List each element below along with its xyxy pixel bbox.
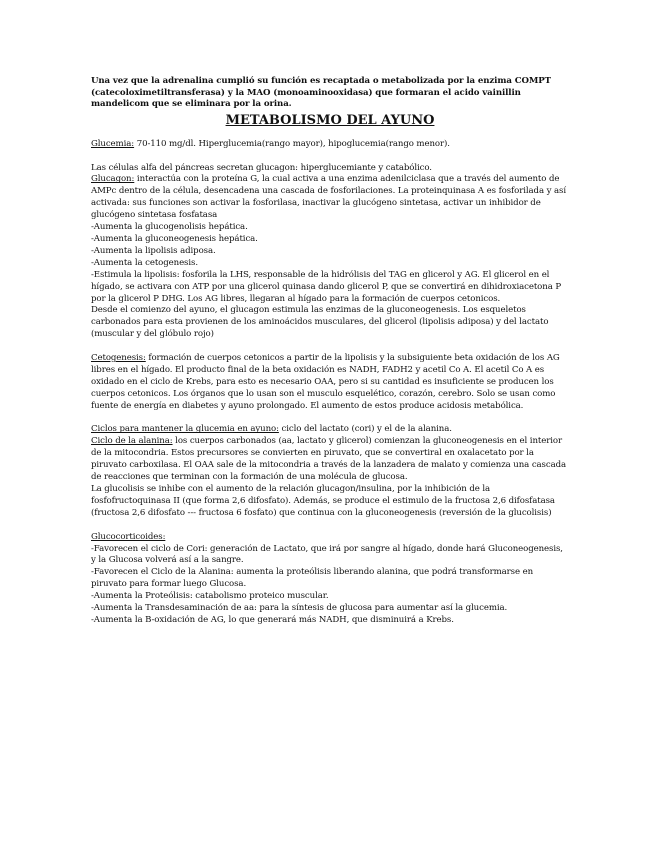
glucagon-effect-item: -Estimula la lipolisis: fosforila la LHS, responsable de la hidrólisis del TAG en glicerol y AG. El glicerol en el hígado, se activara con ATP por una glicerol quinasa dando glicerol P, que se convertirá en dihidroxiacetona P por la glicerol P DHG. Los AG libres, llegaran al hígado para la formación de cuerpos cetonicos. — [91, 269, 562, 304]
glucocorticoides-item: -Favorecen el Ciclo de la Alanina: aumenta la proteólisis liberando alanina, que podrá transformarse en piruvato para formar luego Glucosa. — [91, 567, 534, 590]
glucagon-effect-item: -Aumenta la glucogenolisis hepática. — [91, 222, 248, 233]
glucemia-text: 70-110 mg/dl. Hiperglucemia(rango mayor), hipoglucemia(rango menor). — [134, 138, 450, 149]
cetogenesis-text: formación de cuerpos cetonicos a partir de la lipolisis y la subsiguiente beta oxidación de los AG libres en el hígado. El producto final de la beta oxidación es NADH, FADH2 y acetil Co A. El acetil Co A es oxidado en el ciclo de Krebs, para esto es necesario OAA, pero si su cantidad es insuficiente se producen los cuerpos cetonicos. Los órganos que lo usan son el musculo esquelético, corazón, cerebro. Solo se usan como fuente de energía en diabetes y ayuno prolongado. El aumento de estos produce acidosis metabólica. — [91, 353, 560, 411]
glucagon-label: Glucagon: — [91, 174, 135, 185]
cetogenesis-label: Cetogenesis: — [91, 353, 146, 364]
glucolisis-paragraph: La glucolisis se inhibe con el aumento de la relación glucagon/insulina, por la inhibición de la fosfofructoquinasa II (que forma 2,6 difosfato). Además, se produce el estimulo de la fructosa 2,6 difosfatasa (fructosa 2,6 difosfato --- fructosa 6 fosfato) que continua con la gluconeogenesis (reversión de la glucolisis) — [91, 484, 555, 518]
ciclos-label: Ciclos para mantener la glucemia en ayuno: — [91, 424, 279, 435]
comienzo-ayuno-paragraph: Desde el comienzo del ayuno, el glucagon estimula las enzimas de la gluconeogenesis. Los esqueletos carbonados para esta provienen de los aminoácidos musculares, del glicerol (lipolisis adiposa) y del lactato (muscular y del glóbulo rojo) — [91, 305, 549, 340]
glucagon-text: interactúa con la proteína G, la cual activa a una enzima adenilciclasa que a través del aumento de AMPc dentro de la célula, desencadena una cascada de fosforilaciones. La proteinquinasa A es fosforilada y así activada: sus funciones son activar la fosforilasa, inactivar la glucógeno sintetasa, activar un inhibidor de glucógeno sintetasa fosfatasa — [91, 174, 566, 221]
document-title: METABOLISMO DEL AYUNO — [225, 112, 435, 128]
document-page — [91, 76, 569, 627]
glucagon-effect-item: -Aumenta la cetogenesis. — [91, 257, 198, 268]
glucagon-paragraph — [91, 174, 569, 222]
glucocorticoides-item: -Favorecen el ciclo de Cori: generación de Lactato, que irá por sangre al hígado, donde hará Gluconeogenesis, y la Glucosa volverá así a la sangre. — [91, 543, 563, 566]
glucocorticoides-item: -Aumenta la Proteólisis: catabolismo proteico muscular. — [91, 591, 329, 602]
glucocorticoides-item: -Aumenta la B-oxidación de AG, lo que generará más NADH, que disminuirá a Krebs. — [91, 614, 454, 625]
glucagon-effect-item: -Aumenta la lipolisis adiposa. — [91, 245, 216, 256]
glucagon-effect-item: -Aumenta la gluconeogenesis hepática. — [91, 234, 258, 245]
glucocorticoides-item: -Aumenta la Transdesaminación de aa: para la síntesis de glucosa para aumentar así la glucemia. — [91, 603, 508, 614]
celulas-alfa-paragraph: Las células alfa del páncreas secretan glucagon: hiperglucemiante y catabólico. — [91, 162, 432, 173]
glucemia-label: Glucemia: — [91, 138, 135, 149]
intro-paragraph: Una vez que la adrenalina cumplió su función es recaptada o metabolizada por la enzima COMPT (catecoloximetiltransferasa) y la MAO (monoaminooxidasa) que formaran el acido vainillin mandelicom que se eliminara por la orina. — [91, 76, 551, 110]
ciclo-alanina-paragraph — [91, 436, 569, 484]
ciclos-text: ciclo del lactato (cori) y el de la alanina. — [278, 424, 452, 435]
ciclo-alanina-label: Ciclo de la alanina: — [91, 436, 173, 447]
ciclo-alanina-text: los cuerpos carbonados (aa, lactato y glicerol) comienzan la gluconeogenesis en el interior de la mitocondria. Estos precursores se convierten en piruvato, que se convertiral en oxalacetato por la piruvato carboxilasa. El OAA sale de la mitocondria a través de la lanzadera de malato y comienza una cascada de reacciones que terminan con la formación de una molécula de glucosa. — [91, 436, 567, 483]
glucemia-paragraph — [91, 139, 569, 151]
cetogenesis-paragraph — [91, 353, 569, 413]
glucocorticoides-label: Glucocorticoides: — [91, 531, 166, 542]
ciclos-paragraph — [91, 424, 569, 436]
